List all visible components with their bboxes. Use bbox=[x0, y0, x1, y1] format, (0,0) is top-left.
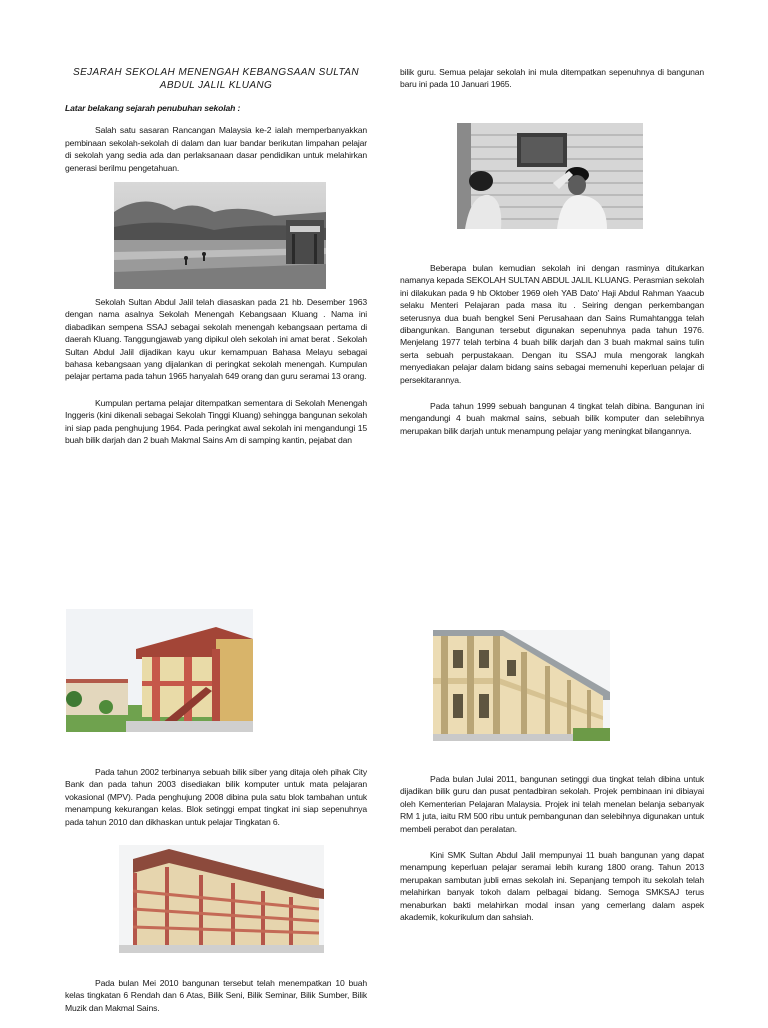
paragraph-intro: Salah satu sasaran Rancangan Malaysia ke-2 ialah memperbanyakkan pembinaan sekolah-sekolah di dalam dan luar bandar berikutan limpahan pelajar di sekolah yang sedia ada dan perlaksanaan dasar pendidikan untuk melahirkan generasi berilmu pengetahuan. bbox=[65, 125, 367, 173]
paragraph-founding: Sekolah Sultan Abdul Jalil telah diasaskan pada 21 hb. Desember 1963 dengan nama asalnya Sekolah Menengah Kebangsaan Kluang . Nama ini diabadikan sempena SSAJ sebagai sekolah menengah kebangsaan pertama di daerah Kluang. Tanggungjawab yang dipikul oleh sekolah ini amat berat . Sekolah Sultan Abdul Jalil dijadikan kayu ukur kemampuan Bahasa Melayu sebagai bahasa kebangsaan yang dijalankan di peringkat sekolah menengah. Kumpulan pelajar pertama pada tahun 1965 hanyalah 649 orang dan guru seramai 13 orang. bbox=[65, 297, 367, 382]
paragraph-2002: Pada tahun 2002 terbinanya sebuah bilik siber yang ditaja oleh pihak City Bank dan pada tahun 2003 disediakan bilik komputer untuk mata pelajaran vokasional (MPV). Pada penghujung 2008 dibina pula satu blok tambahan untuk menampung kekurangan kelas. Blok setinggi empat tingkat ini siap sepenuhnya pada tahun 2010 dan dikhaskan untuk pelajar Tingkatan 6. bbox=[65, 767, 367, 827]
photo-form6-block-2010 bbox=[119, 845, 324, 953]
left-column bbox=[65, 66, 367, 188]
photo-official-opening bbox=[457, 123, 643, 229]
photo-admin-block-2011 bbox=[433, 630, 610, 741]
paragraph-continued: bilik guru. Semua pelajar sekolah ini mula ditempatkan sepenuhnya di bangunan baru ini pada 10 Januari 1965. bbox=[400, 67, 704, 90]
left-column-middle bbox=[65, 296, 367, 460]
left-column-lower bbox=[65, 766, 367, 842]
photo-block-2002 bbox=[66, 609, 253, 732]
paragraph-first-cohort: Kumpulan pertama pelajar ditempatkan sementara di Sekolah Menengah Inggeris (kini dikenali sebagai Sekolah Tinggi Kluang) sehingga bangunan sekolah ini siap pada penghujung 1964. Pada peringkat awal sekolah ini mengandungi 15 buah bilik darjah dan 2 buah Makmal Sains Am di samping kantin, pejabat dan bbox=[65, 397, 367, 446]
section-subtitle: Latar belakang sejarah penubuhan sekolah : bbox=[65, 103, 241, 113]
right-column-lower bbox=[400, 773, 704, 937]
paragraph-renaming: Beberapa bulan kemudian sekolah ini dengan rasminya ditukarkan namanya kepada SEKOLAH SULTAN ABDUL JALIL KLUANG. Perasmian sekolah ini dilakukan pada 9 hb Oktober 1969 oleh YAB Dato' Haji Abdul Rahman Yaacub selaku Menteri Pelajaran pada masa itu . Seiring dengan perkembangan seterusnya dua buah bengkel Seni Perusahaan dan Sains Rumahtangga telah dibangunkan. Bangunan tersebut digunakan sepenuhnya pada tahun 1976. Menjelang 1977 telah terbina 4 buah bilik darjah dan 3 buah makmal sains tulin serta sebuah perpustakaan. Dengan itu SSAJ mula mengorak langkah menyediakan pelajar dalam bidang sains sebagai memenuhi keperluan pelajar di persekitarannya. bbox=[400, 263, 704, 385]
right-column-middle bbox=[400, 262, 704, 451]
paragraph-2011: Pada bulan Julai 2011, bangunan setinggi dua tingkat telah dibina untuk dijadikan bilik guru dan pusat pentadbiran sekolah. Projek pembinaan ini dibiayai oleh Kementerian Pelajaran Malaysia. Projek ini telah menelan belanja sebanyak RM 1 juta, iaitu RM 500 ribu untuk pembangunan dan selebihnya digunakan untuk membeli perabot dan peralatan. bbox=[400, 774, 704, 834]
right-column-top bbox=[400, 66, 704, 105]
paragraph-current: Kini SMK Sultan Abdul Jalil mempunyai 11 buah bangunan yang dapat menampung keperluan pelajar seramai lebih kurang 1800 orang. Tahun 2013 merupakan sambutan jubli emas sekolah ini. Sepanjang tempoh itu sekolah telah melahirkan banyak tokoh dalam pelbagai bidang. Semoga SMKSAJ terus menaburkan bakti melahirkan modal insan yang cemerlang dalam aspek akademik, kokurikulum dan sahsiah. bbox=[400, 850, 704, 923]
paragraph-1999: Pada tahun 1999 sebuah bangunan 4 tingkat telah dibina. Bangunan ini mengandungi 4 buah makmal sains, sebuah bilik komputer dan selebihnya merupakan bilik darjah untuk menampung pelajar yang meningkat bilangannya. bbox=[400, 401, 704, 436]
photo-early-site bbox=[114, 182, 326, 289]
paragraph-2010: Pada bulan Mei 2010 bangunan tersebut telah menempatkan 10 buah kelas tingkatan 6 Rendah dan 6 Atas, Bilik Seni, Bilik Seminar, Bilik Sumber, Bilik Muzik dan Makmal Sains. bbox=[65, 978, 367, 1013]
document-title: SEJARAH SEKOLAH MENENGAH KEBANGSAAN SULTAN ABDUL JALIL KLUANG bbox=[73, 67, 359, 91]
left-column-bottom bbox=[65, 977, 367, 1028]
